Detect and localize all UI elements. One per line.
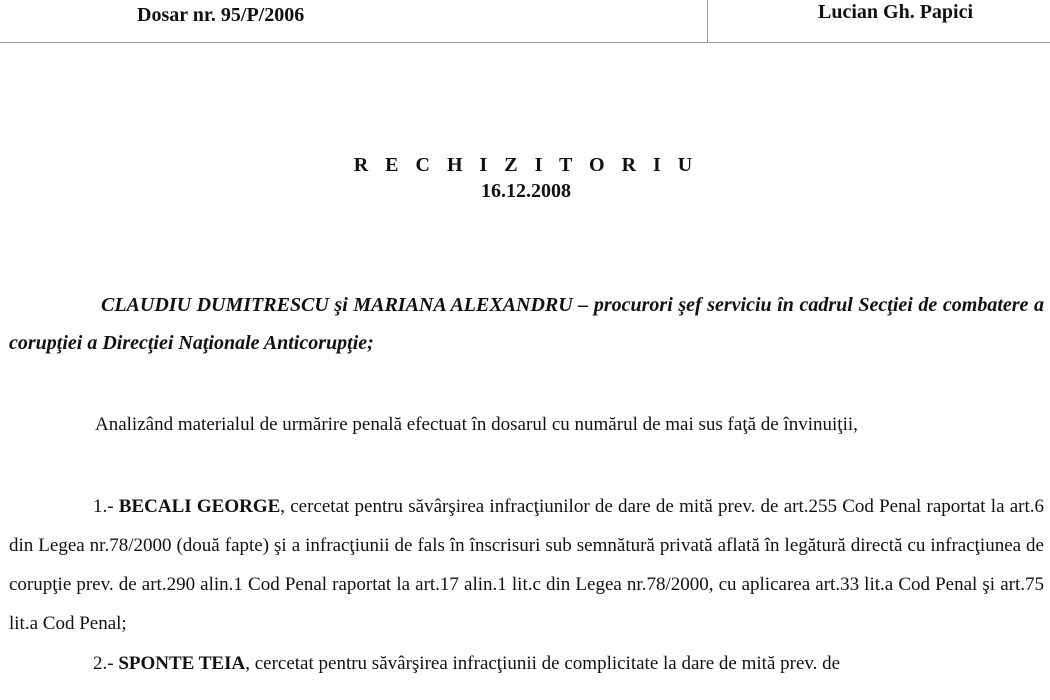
case-number: Dosar nr. 95/P/2006 <box>137 4 305 26</box>
analysis-paragraph: Analizând materialul de urmărire penală efectuat în dosarul cu numărul de mai sus faţă de învinuiţii, <box>95 414 858 435</box>
defendant-charges: , cercetat pentru săvârşirea infracţiunilor de dare de mită prev. de art.255 Cod Penal raportat la art.6 din Legea nr.78/2000 (două fapte) şi a infracţiunii de fals în înscrisuri sub semnătură privată aflată în legătură directă cu infracţiunea de corupţie prev. de art.290 alin.1 Cod Penal raportat la art.17 alin.1 lit.c din Legea nr.78/2000, cu aplicarea art.33 lit.a Cod Penal şi art.75 lit.a Cod Penal; <box>9 496 1045 634</box>
prosecutor-name: Lucian Gh. Papici <box>818 1 974 23</box>
defendant-paragraph <box>9 644 1044 683</box>
defendant-number: 2.- <box>93 653 114 674</box>
defendant-number: 1.- <box>93 496 114 517</box>
defendant-name: SPONTE TEIA <box>118 653 246 674</box>
document-date: 16.12.2008 <box>481 180 571 202</box>
header-divider <box>707 0 708 42</box>
prosecutor-intro: CLAUDIU DUMITRESCU şi MARIANA ALEXANDRU – procurori şef serviciu în cadrul Secţiei de combatere a corupţiei a Direcţiei Naţionale Anticorupţie; <box>9 294 1044 354</box>
defendant-paragraph <box>9 487 1044 643</box>
defendant-charges: , cercetat pentru săvârşirea infracţiunii de complicitate la dare de mită prev. de <box>245 653 841 674</box>
document-title: R E C H I Z I T O R I U <box>353 154 699 176</box>
defendant-name: BECALI GEORGE <box>118 496 281 517</box>
document-header <box>0 0 1050 43</box>
